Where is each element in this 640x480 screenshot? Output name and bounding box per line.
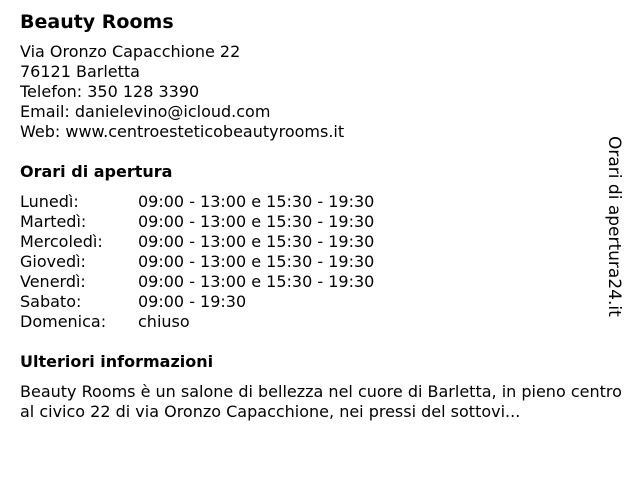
hours-row-monday bbox=[20, 192, 620, 212]
opening-hours-title: Orari di apertura bbox=[20, 162, 173, 181]
day-label: Giovedì: bbox=[20, 252, 86, 271]
time-value: 09:00 - 13:00 e 15:30 - 19:30 bbox=[138, 212, 375, 231]
hours-row-wednesday bbox=[20, 232, 620, 252]
day-label: Lunedì: bbox=[20, 192, 79, 211]
more-info-text: Beauty Rooms è un salone di bellezza nel cuore di Barletta, in pieno centro al civico 22 di via Oronzo Capacchione, nei pressi del sottovi... bbox=[20, 382, 622, 421]
more-info-title: Ulteriori informazioni bbox=[20, 352, 214, 371]
opening-hours-list bbox=[20, 192, 620, 332]
day-label: Venerdì: bbox=[20, 272, 86, 291]
time-value: 09:00 - 13:00 e 15:30 - 19:30 bbox=[138, 252, 375, 271]
email-line: Email: danielevino@icloud.com bbox=[20, 102, 271, 121]
time-value: 09:00 - 13:00 e 15:30 - 19:30 bbox=[138, 272, 375, 291]
business-name: Beauty Rooms bbox=[20, 11, 174, 33]
day-label: Sabato: bbox=[20, 292, 82, 311]
day-label: Domenica: bbox=[20, 312, 107, 331]
time-value: 09:00 - 13:00 e 15:30 - 19:30 bbox=[138, 192, 375, 211]
web-line: Web: www.centroesteticobeautyrooms.it bbox=[20, 122, 345, 141]
address-city: 76121 Barletta bbox=[20, 62, 140, 81]
hours-row-thursday bbox=[20, 252, 620, 272]
phone-line: Telefon: 350 128 3390 bbox=[20, 82, 200, 101]
hours-row-friday bbox=[20, 272, 620, 292]
time-value: chiuso bbox=[138, 312, 190, 331]
time-value: 09:00 - 13:00 e 15:30 - 19:30 bbox=[138, 232, 375, 251]
hours-row-sunday bbox=[20, 312, 620, 332]
address-street: Via Oronzo Capacchione 22 bbox=[20, 42, 241, 61]
hours-row-saturday bbox=[20, 292, 620, 312]
day-label: Martedì: bbox=[20, 212, 87, 231]
business-card bbox=[20, 8, 620, 422]
site-watermark: Orari di apertura24.it bbox=[604, 136, 624, 317]
time-value: 09:00 - 19:30 bbox=[138, 292, 247, 311]
hours-row-tuesday bbox=[20, 212, 620, 232]
day-label: Mercoledì: bbox=[20, 232, 103, 251]
